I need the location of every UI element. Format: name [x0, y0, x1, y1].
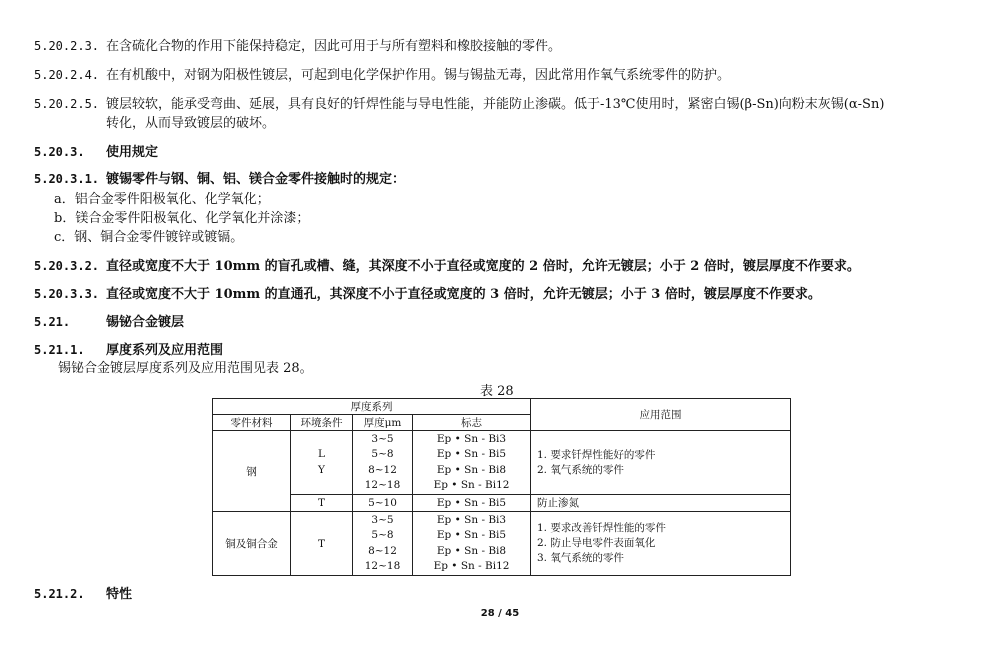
table-row	[213, 431, 791, 495]
material-cell: 铜及铜合金	[213, 512, 291, 576]
heading-number: 5.21.1.	[34, 343, 85, 357]
material-cell: 钢	[213, 431, 291, 512]
header-environment: 环境条件	[291, 415, 353, 431]
clause-text: 直径或宽度不大于 10mm 的盲孔或槽、缝，其深度不小于直径或宽度的 2 倍时，允许无镀层；小于 2 倍时，镀层厚度不作要求。	[106, 259, 860, 274]
heading-number: 5.21.	[34, 315, 71, 329]
paragraph-5-20-2-5	[34, 95, 974, 133]
heading-number: 5.21.2.	[34, 587, 85, 601]
thickness-cell: 3~5 5~8 8~12 12~18	[353, 512, 413, 576]
heading-5-20-3-3	[34, 285, 974, 304]
page-indicator: 28 / 45	[480, 608, 520, 619]
heading-title: 使用规定	[106, 145, 159, 160]
usage-cell: 1. 要求改善钎焊性能的零件 2. 防止导电零件表面氧化 3. 氧气系统的零件	[531, 512, 791, 576]
heading-number: 5.20.3.	[34, 145, 85, 159]
table-reference-text: 锡铋合金镀层厚度系列及应用范围见表 28。	[58, 361, 313, 376]
thickness-cell: 3~5 5~8 8~12 12~18	[353, 431, 413, 495]
heading-number: 5.20.3.3.	[34, 287, 100, 301]
environment-cell: T	[291, 512, 353, 576]
paragraph-5-20-2-3	[34, 37, 974, 56]
heading-title: 厚度系列及应用范围	[106, 343, 224, 358]
mark-cell: Ep • Sn - Bi3 Ep • Sn - Bi5 Ep • Sn - Bi8 Ep • Sn - Bi12	[413, 512, 531, 576]
list-item-b: b．镁合金零件阳极氧化、化学氧化并涂漆；	[54, 211, 310, 226]
list-item-c: c．钢、铜合金零件镀锌或镀镉。	[54, 230, 244, 245]
heading-5-20-3-1	[34, 170, 974, 189]
clause-text: 在有机酸中，对钢为阳极性镀层，可起到电化学保护作用。锡与锡盐无毒，因此常用作氧气系统零件的防护。	[106, 68, 731, 83]
clause-number: 5.20.2.4.	[34, 68, 100, 82]
heading-title: 镀锡零件与钢、铜、铝、镁合金零件接触时的规定：	[106, 172, 406, 187]
heading-title: 特性	[106, 587, 133, 602]
heading-5-20-3-2	[34, 257, 974, 276]
header-material: 零件材料	[213, 415, 291, 431]
environment-cell: L Y	[291, 431, 353, 495]
heading-5-21-2	[34, 585, 974, 604]
table-row	[213, 495, 791, 512]
header-usage: 应用范围	[531, 399, 791, 431]
heading-5-21-1	[34, 341, 974, 360]
clause-text: 在含硫化合物的作用下能保持稳定，因此可用于与所有塑料和橡胶接触的零件。	[106, 39, 562, 54]
usage-cell: 防止渗氮	[531, 495, 791, 512]
heading-number: 5.20.3.1.	[34, 172, 100, 186]
clause-text: 直径或宽度不大于 10mm 的直通孔，其深度不小于直径或宽度的 3 倍时，允许无镀层；小于 3 倍时，镀层厚度不作要求。	[106, 287, 821, 302]
header-thickness: 厚度μm	[353, 415, 413, 431]
heading-title: 锡铋合金镀层	[106, 315, 185, 330]
mark-cell: Ep • Sn - Bi3 Ep • Sn - Bi5 Ep • Sn - Bi8 Ep • Sn - Bi12	[413, 431, 531, 495]
table-row	[213, 512, 791, 576]
clause-text: 镀层较软，能承受弯曲、延展，具有良好的钎焊性能与导电性能，并能防止渗碳。低于-13℃使用时，紧密白锡(β-Sn)向粉末灰锡(α-Sn)	[106, 97, 885, 112]
usage-cell: 1. 要求钎焊性能好的零件 2. 氧气系统的零件	[531, 431, 791, 495]
list-item-a: a．铝合金零件阳极氧化、化学氧化；	[54, 192, 270, 207]
heading-number: 5.20.3.2.	[34, 259, 100, 273]
heading-5-20-3	[34, 143, 974, 162]
table-28	[212, 398, 791, 576]
paragraph-5-20-2-4	[34, 66, 974, 85]
clause-number: 5.20.2.5.	[34, 97, 100, 111]
header-mark: 标志	[413, 415, 531, 431]
header-thickness-series: 厚度系列	[213, 399, 531, 415]
environment-cell: T	[291, 495, 353, 512]
mark-cell: Ep • Sn - Bi5	[413, 495, 531, 512]
heading-5-21	[34, 313, 974, 332]
clause-number: 5.20.2.3.	[34, 39, 100, 53]
clause-text-continued: 转化，从而导致镀层的破坏。	[106, 116, 276, 131]
table-caption: 表 28	[480, 384, 514, 399]
thickness-cell: 5~10	[353, 495, 413, 512]
